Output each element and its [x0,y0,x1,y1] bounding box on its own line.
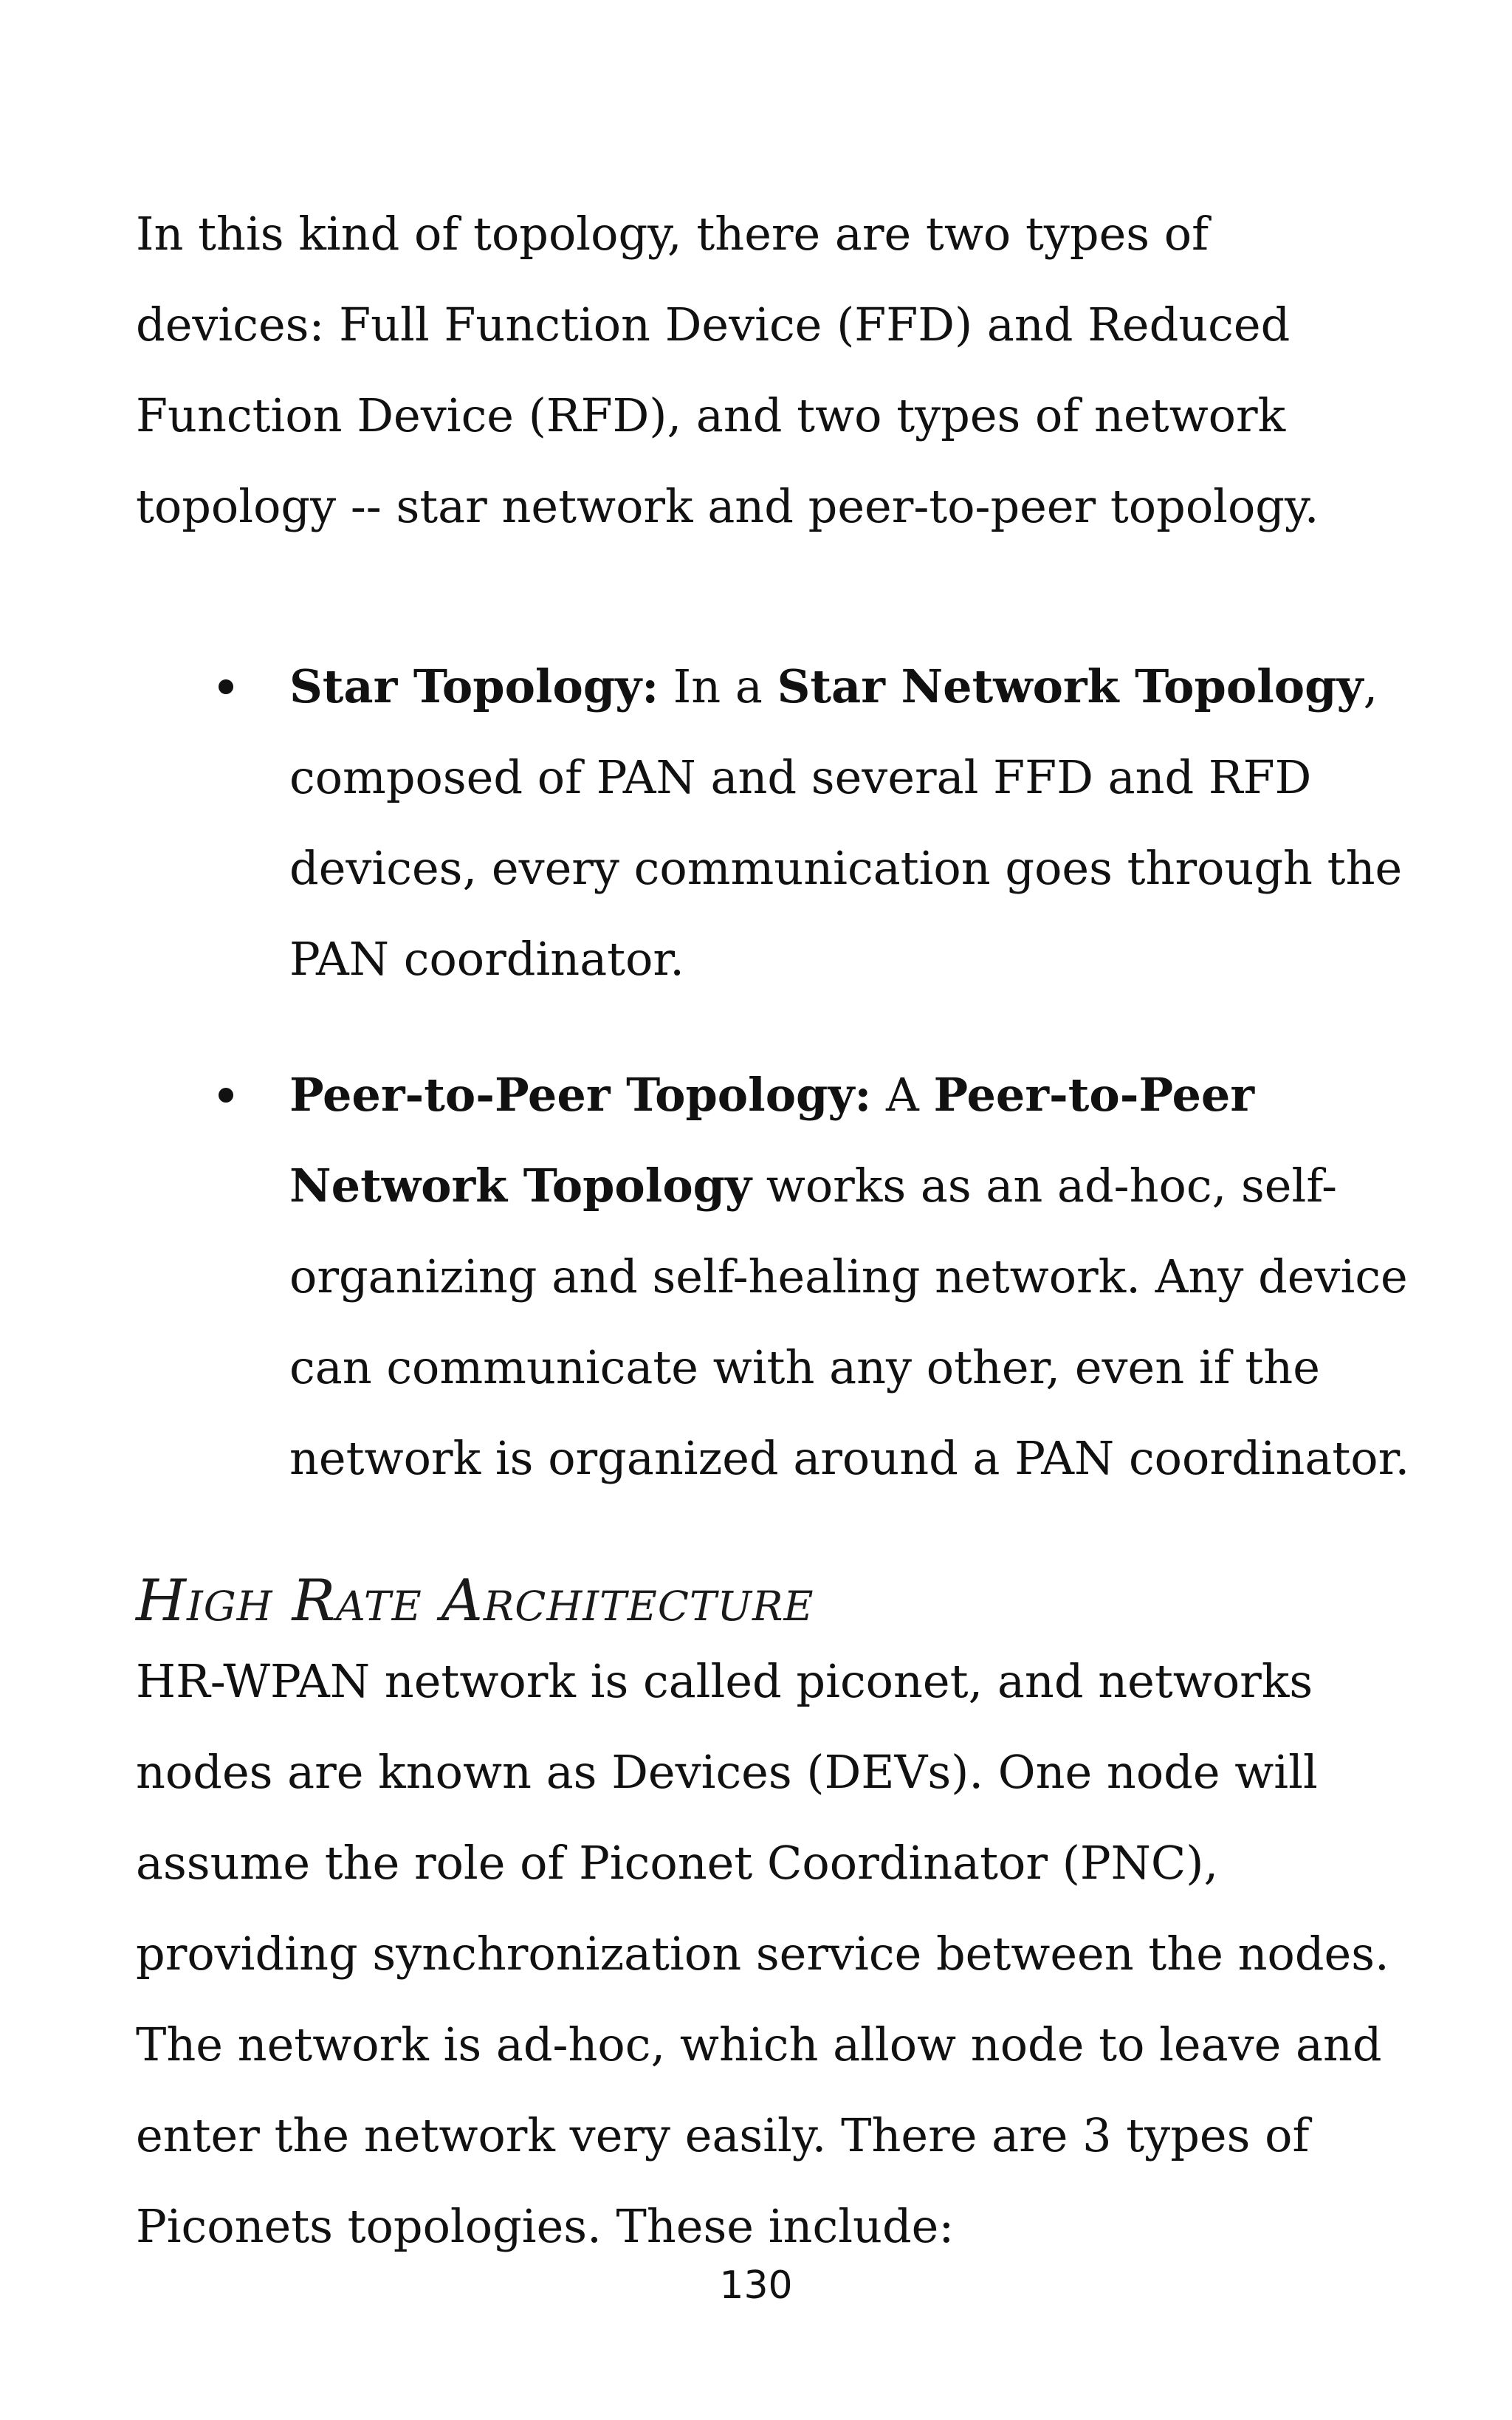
bullet-star-text [289,641,1441,1004]
bullet-star-label: Star Topology: [289,659,659,713]
bullet-p2p-pre: A [871,1068,934,1122]
bullet-dot-icon [219,1088,233,1103]
bullet-p2p-term: Peer-to-Peer Network Topology [289,1068,1255,1213]
section-heading: High Rate Architecture [136,1568,814,1634]
bullet-p2p-label: Peer-to-Peer Topology: [289,1068,872,1122]
page-number: 130 [719,2263,793,2308]
section-paragraph: HR-WPAN network is called piconet, and networks nodes are known as Devices (DEVs). One node will assume the role of Piconet Coordinator (PNC), providing synchronization service between the nodes. The network is ad-hoc, which allow node to leave and enter the network very easily. There are 3 types of Piconets topologies. These include: [136,1654,1389,2253]
bullet-star-body: , composed of PAN and several FFD and RFD devices, every communication goes through the PAN coordinator. [289,659,1403,986]
bullet-star-term: Star Network Topology [777,659,1364,713]
bullet-dot-icon [219,679,233,694]
bullet-p2p-body: works as an ad-hoc, self-organizing and self-healing network. Any device can communicate with any other, even if the network is organized around a PAN coordinator. [289,1159,1410,1485]
bullet-p2p-text [289,1049,1441,1504]
bullet-star-pre: In a [659,659,777,713]
intro-paragraph: In this kind of topology, there are two types of devices: Full Function Device (FFD) and Reduced Function Device (RFD), and two types of network topology -- star network and peer-to-peer topology. [136,207,1319,533]
